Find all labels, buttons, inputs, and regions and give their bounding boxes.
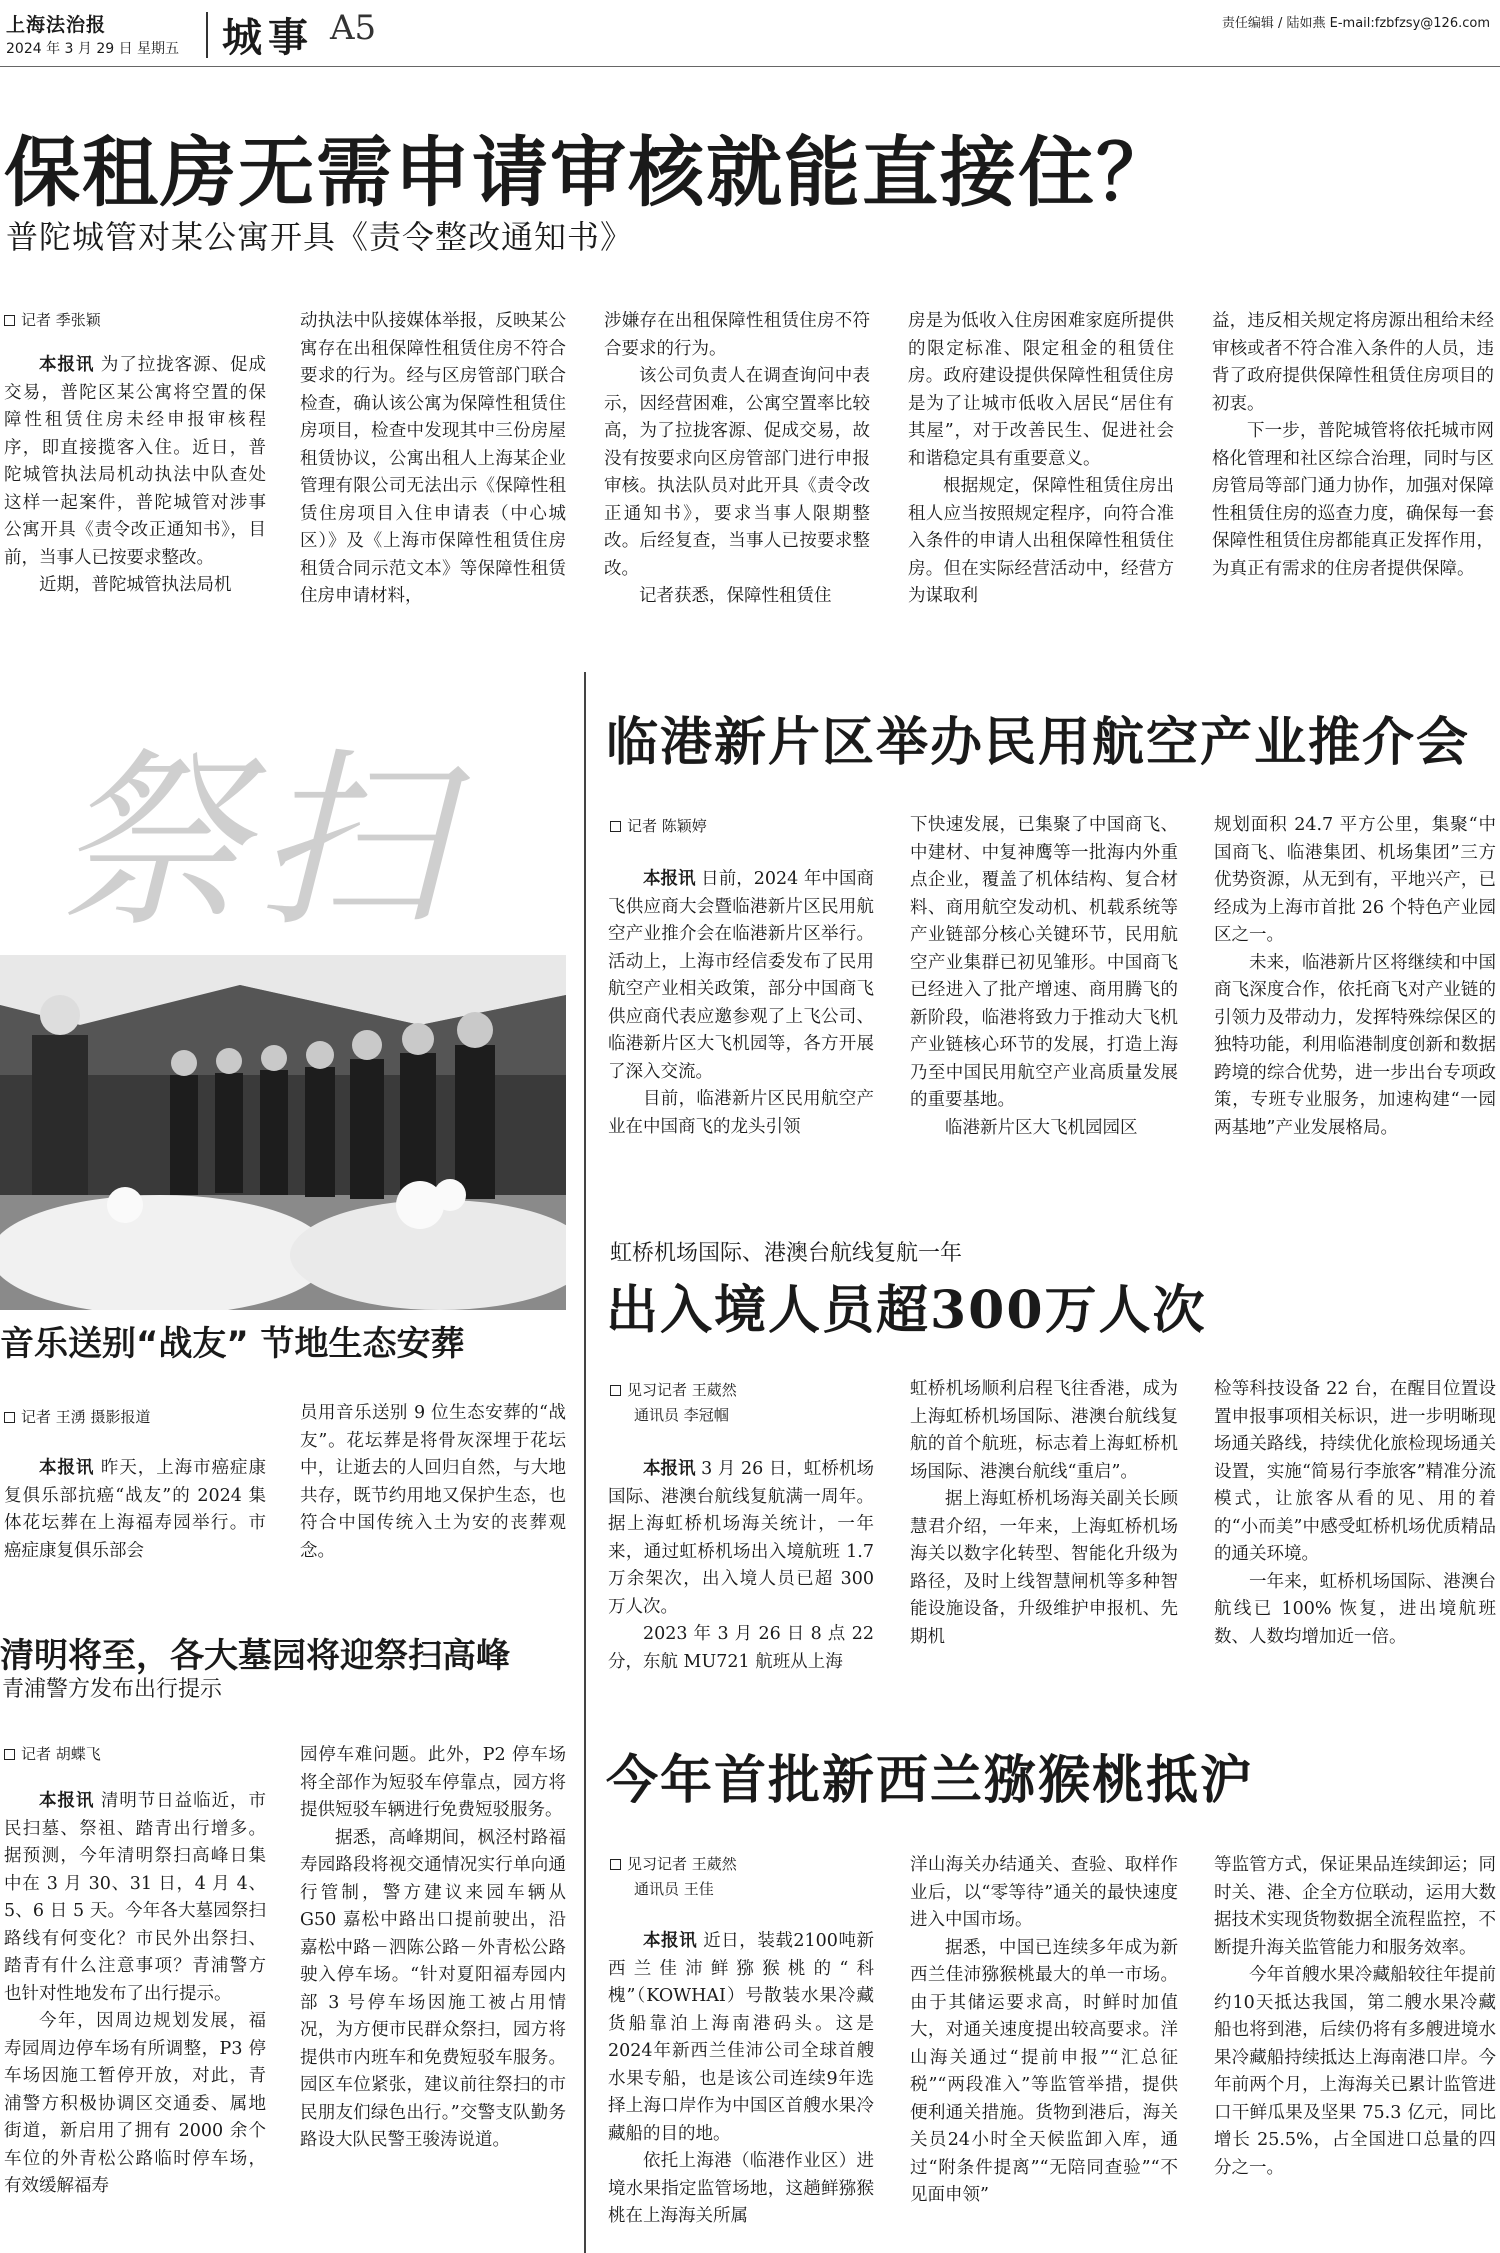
kiwi-byline2: 通讯员 王佳 [634,1880,714,1898]
lingang-col2-para: 临港新片区大飞机园园区 [945,1117,1138,1138]
feature-lead: 本报讯 [39,1458,95,1478]
feature-col2-text: 员用音乐送别 9 位生态安葬的“战友”。花坛葬是将骨灰深埋于花坛中，让逝去的人回归自然，与大地共存，既节约用地又保护生态，也符合中国传统入土为安的丧葬观念。 [300,1403,566,1561]
newspaper-name: 上海法治报 [6,14,107,36]
qingming-col1 [4,1788,266,2248]
kiwi-col1-lead: 本报讯 [643,1931,698,1951]
feature-headline: 音乐送别“战友” 节地生态安葬 [0,1324,465,1364]
hongqiao-col3-para: 一年来，虹桥机场国际、港澳台航线已 100% 恢复，进出境航班数、人数均增加近一倍。 [1214,1571,1496,1647]
feature-watermark: 祭扫 [56,732,457,953]
kiwi-col1-para: 依托上海港（临港作业区）进境水果指定监管场地，这趟鲜猕猴桃在上海海关所属 [608,2151,874,2226]
hongqiao-col1 [608,1456,874,1694]
lingang-col1-lead: 本报讯 [643,869,696,889]
qingming-byline-text: 记者 胡蝶飞 [21,1745,101,1763]
feature-col1-text: 昨天，上海市癌症康复俱乐部抗癌“战友”的 2024 集体花坛葬在上海福寿园举行。市癌症康复俱乐部会 [4,1458,266,1561]
lingang-col3-para: 规划面积 24.7 平方公里，集聚“中国商飞、临港集团、机场集团”三方优势资源，从无到有，平地兴产，已经成为上海市首批 26 个特色产业园区之一。 [1214,815,1496,945]
qingming-headline: 清明将至，各大墓园将迎祭扫高峰 [0,1636,510,1676]
hongqiao-col1-para: 2023 年 3 月 26 日 8 点 22 分，东航 MU721 航班从上海 [608,1624,874,1672]
hongqiao-byline [610,1378,737,1402]
hongqiao-col2-para: 据上海虹桥机场海关副关长顾慧君介绍，一年来，上海虹桥机场海关以数字化转型、智能化升级为路径，及时上线智慧闸机等多种智能设施设备，升级维护申报机、先期机 [910,1489,1178,1647]
kiwi-col2 [910,1852,1178,2250]
article1-col5-para: 下一步，普陀城管将依托城市网格化管理和社区综合治理，同时与区房管局等部门通力协作，加强对保障性租赁住房的巡查力度，确保每一套保障性租赁住房都能真正发挥作用，为真正有需求的住房者提供保障。 [1212,421,1494,579]
qingming-col2-para: 园停车难问题。此外，P2 停车场将全部作为短驳车停靠点，园方将提供短驳车辆进行免费短驳服务。 [300,1745,566,1820]
byline-box-icon [4,1412,15,1423]
article1-col5 [1212,308,1494,648]
byline-box-icon [610,821,621,832]
masthead-rule [0,66,1500,67]
kiwi-byline [610,1852,737,1876]
hongqiao-byline2: 通讯员 李冠帼 [634,1406,729,1424]
lingang-col2 [910,812,1178,1226]
byline-box-icon [4,1749,15,1760]
hongqiao-col2 [910,1376,1178,1694]
article1-byline [4,308,101,332]
article1-col2 [300,308,566,648]
qingming-col1-para: 今年，因周边规划发展，福寿园周边停车场有所调整，P3 停车场因施工暂停开放，对此，青浦警方积极协调区交通委、属地街道，新启用了拥有 2000 余个车位的外青松公路临时停车场，有效缓解福寿 [4,2011,266,2196]
feature-photo [0,955,566,1310]
byline-box-icon [610,1385,621,1396]
byline-box-icon [4,315,15,326]
kiwi-col2-para: 据悉，中国已连续多年成为新西兰佳沛猕猴桃最大的单一市场。由于其储运要求高，时鲜时加值大，对通关速度提出较高要求。洋山海关通过“提前申报”“汇总征税”“两段准入”等监管举措，提供便利通关措施。货物到港后，海关关员24小时全天候监卸入库，通过“附条件提离”“无陪同查验”“不见面申领” [910,1937,1178,2205]
article1-col5-para: 益，违反相关规定将房源出租给未经审核或者不符合准入条件的人员，违背了政府提供保障性租赁住房项目的初衷。 [1212,311,1494,414]
kiwi-headline: 今年首批新西兰猕猴桃抵沪 [606,1750,1255,1811]
article1-col4-para: 房是为低收入住房困难家庭所提供的限定标准、限定租金的租赁住房。政府建设提供保障性租赁住房是为了让城市低收入居民“居住有其屋”，对于改善民生、促进社会和谐稳定具有重要意义。 [908,311,1174,469]
lingang-col2-para: 下快速发展，已集聚了中国商飞、中建材、中复神鹰等一批海内外重点企业，覆盖了机体结构、复合材料、商用航空发动机、机载系统等产业链部分核心关键环节，民用航空产业集群已初见雏形。中国商飞已经进入了批产增速、商用腾飞的新阶段，临港将致力于推动大飞机产业链核心环节的发展，打造上海乃至中国民用航空产业高质量发展的重要基地。 [910,815,1178,1110]
lingang-byline-text: 记者 陈颖婷 [627,817,707,835]
feature-col2 [300,1400,566,1575]
lingang-byline [610,814,707,838]
article1-col1-para: 近期，普陀城管执法局机 [39,575,232,595]
column-divider [584,672,586,2253]
hongqiao-headline: 出入境人员超300万人次 [606,1280,1207,1341]
byline-box-icon [610,1859,621,1870]
hongqiao-kicker: 虹桥机场国际、港澳台航线复航一年 [610,1241,963,1266]
editor-credit: 责任编辑 / 陆如燕 E-mail:fzbfzsy@126.com [1221,16,1490,31]
qingming-col1-para: 本报讯 清明节日益临近，市民扫墓、祭祖、踏青出行增多。据预测，今年清明祭扫高峰日集中在 3 月 30、31 日，4 月 4、5、6 日 5 天。今年各大墓园祭扫路线有何变化？市民外出祭扫、踏青有什么注意事项？青浦警方也针对性地发布了出行提示。 [4,1791,266,2004]
lingang-headline: 临港新片区举办民用航空产业推介会 [606,712,1471,773]
hongqiao-col3 [1214,1376,1496,1694]
kiwi-col2-para: 洋山海关办结通关、查验、取样作业后，以“零等待”通关的最快速度进入中国市场。 [910,1855,1178,1930]
kiwi-col3-para: 等监管方式，保证果品连续卸运；同时关、港、企全方位联动，运用大数据技术实现货物数据全流程监控，不断提升海关监管能力和服务效率。 [1214,1855,1496,1958]
lingang-col1-para: 目前，临港新片区民用航空产业在中国商飞的龙头引领 [608,1089,874,1137]
article1-col1 [4,352,266,642]
article1-subhead: 普陀城管对某公寓开具《责令整改通知书》 [6,218,634,256]
kiwi-col1 [608,1928,874,2250]
feature-col1 [4,1455,266,1575]
hongqiao-col2-para: 虹桥机场顺利启程飞往香港，成为上海虹桥机场国际、港澳台航线复航的首个航班，标志着上海虹桥机场国际、港澳台航线“重启”。 [910,1379,1178,1482]
article1-lead: 本报讯 [39,355,95,375]
article1-col3 [604,308,870,648]
hongqiao-byline-text: 见习记者 王葳然 [627,1381,737,1399]
kiwi-col1-para: 本报讯 近日，装载2100吨新西兰佳沛鲜猕猴桃的“科槐”（KOWHAI）号散装水果冷藏货船靠泊上海南港码头。这是2024年新西兰佳沛公司全球首艘水果专船，也是该公司连续9年选择上海口岸作为中国区首艘水果冷藏船的目的地。 [608,1931,874,2144]
article1-col3-para: 涉嫌存在出租保障性租赁住房不符合要求的行为。 [604,311,870,359]
article1-col1-text: 为了拉拢客源、促成交易，普陀区某公寓将空置的保障性租赁住房未经申报审核程序，即直接揽客入住。近日，普陀城管执法局机动执法中队查处这样一起案件，普陀城管对涉事公寓开具《责令改正通知书》，目前，当事人已按要求整改。 [4,355,266,568]
feature-byline [4,1405,151,1429]
qingming-subhead: 青浦警方发布出行提示 [2,1677,223,1702]
feature-byline-text: 记者 王湧 摄影报道 [21,1408,151,1426]
section-name: 城事 [222,15,314,61]
article1-col3-para: 该公司负责人在调查询问中表示，因经营困难，公寓空置率比较高，为了拉拢客源、促成交易，故没有按要求向区房管部门进行申报审核。执法队员对此开具《责令改正通知书》，要求当事人限期整改。后经复查，当事人已按要求整改。 [604,366,870,579]
lingang-col1 [608,866,874,1226]
article1-col3-para: 记者获悉，保障性租赁住 [639,586,832,606]
qingming-col1-lead: 本报讯 [39,1791,95,1811]
hongqiao-col1-lead: 本报讯 [643,1459,696,1479]
qingming-col2 [300,1742,566,2248]
masthead-divider [206,12,208,58]
kiwi-byline-text: 见习记者 王葳然 [627,1855,737,1873]
hongqiao-col3-para: 检等科技设备 22 台，在醒目位置设置申报事项相关标识，进一步明晰现场通关路线，持续优化旅检现场通关设置，实施“简易行李旅客”精准分流模式，让旅客从看的见、用的着的“小而美”中感受虹桥机场优质精品的通关环境。 [1214,1379,1496,1564]
lingang-col1-para: 本报讯 日前，2024 年中国商飞供应商大会暨临港新片区民用航空产业推介会在临港新片区举行。活动上，上海市经信委发布了民用航空产业相关政策，部分中国商飞供应商代表应邀参观了上飞公司、临港新片区大飞机园等，各方开展了深入交流。 [608,869,874,1082]
qingming-byline [4,1742,101,1766]
article1-col4 [908,308,1174,648]
article1-col4-para: 根据规定，保障性租赁住房出租人应当按照规定程序，向符合准入条件的申请人出租保障性租赁住房。但在实际经营活动中，经营方为谋取利 [908,476,1174,606]
lingang-col3-para: 未来，临港新片区将继续和中国商飞深度合作，依托商飞对产业链的引领力及带动力，发挥特殊综保区的独特功能，利用临港制度创新和数据跨境的综合优势，进一步出台专项政策，专班专业服务，加速构建“一园两基地”产业发展格局。 [1214,952,1496,1138]
page-number: A5 [330,8,377,48]
kiwi-col3 [1214,1852,1496,2250]
article1-byline-text: 记者 季张颖 [21,311,101,329]
qingming-col2-para: 据悉，高峰期间，枫泾村路福寿园路段将视交通情况实行单向通行管制，警方建议来园车辆从 G50 嘉松中路出口提前驶出，沿嘉松中路－泗陈公路－外青松公路驶入停车场。“针对夏阳福寿园内部 3 号停车场因施工被占用情况，为方便市民群众祭扫，园方将提供市内班车和免费短驳车服务。园区车位紧张，建议前往祭扫的市民朋友们绿色出行。”交警支队勤务路设大队民警王骏涛说道。 [300,1827,566,2150]
lingang-col3 [1214,812,1496,1226]
issue-date: 2024 年 3 月 29 日 星期五 [6,41,180,57]
feature-photo-illustration [0,955,566,1310]
kiwi-col3-para: 今年首艘水果冷藏船较往年提前约10天抵达我国，第二艘水果冷藏船也将到港，后续仍将有多艘进境水果冷藏船持续抵达上海南港口岸。今年前两个月，上海海关已累计监管进口干鲜瓜果及坚果 75.3 亿元，同比增长 25.5%，占全国进口总量的四分之一。 [1214,1965,1496,2178]
hongqiao-col1-para: 本报讯 3 月 26 日，虹桥机场国际、港澳台航线复航满一周年。据上海虹桥机场海关统计，一年来，通过虹桥机场出入境航班 1.7 万余架次，出入境人员已超 300 万人次。 [608,1459,874,1617]
article1-col2-para: 动执法中队接媒体举报，反映某公寓存在出租保障性租赁住房不符合要求的行为。经与区房管部门联合检查，确认该公寓为保障性租赁住房项目，检查中发现其中三份房屋租赁协议，公寓出租人上海某企业管理有限公司无法出示《保障性租赁住房项目入住申请表（中心城区）》及《上海市保障性租赁住房租赁合同示范文本》等保障性租赁住房申请材料， [300,311,566,606]
article1-headline: 保租房无需申请审核就能直接住？ [4,128,1174,217]
